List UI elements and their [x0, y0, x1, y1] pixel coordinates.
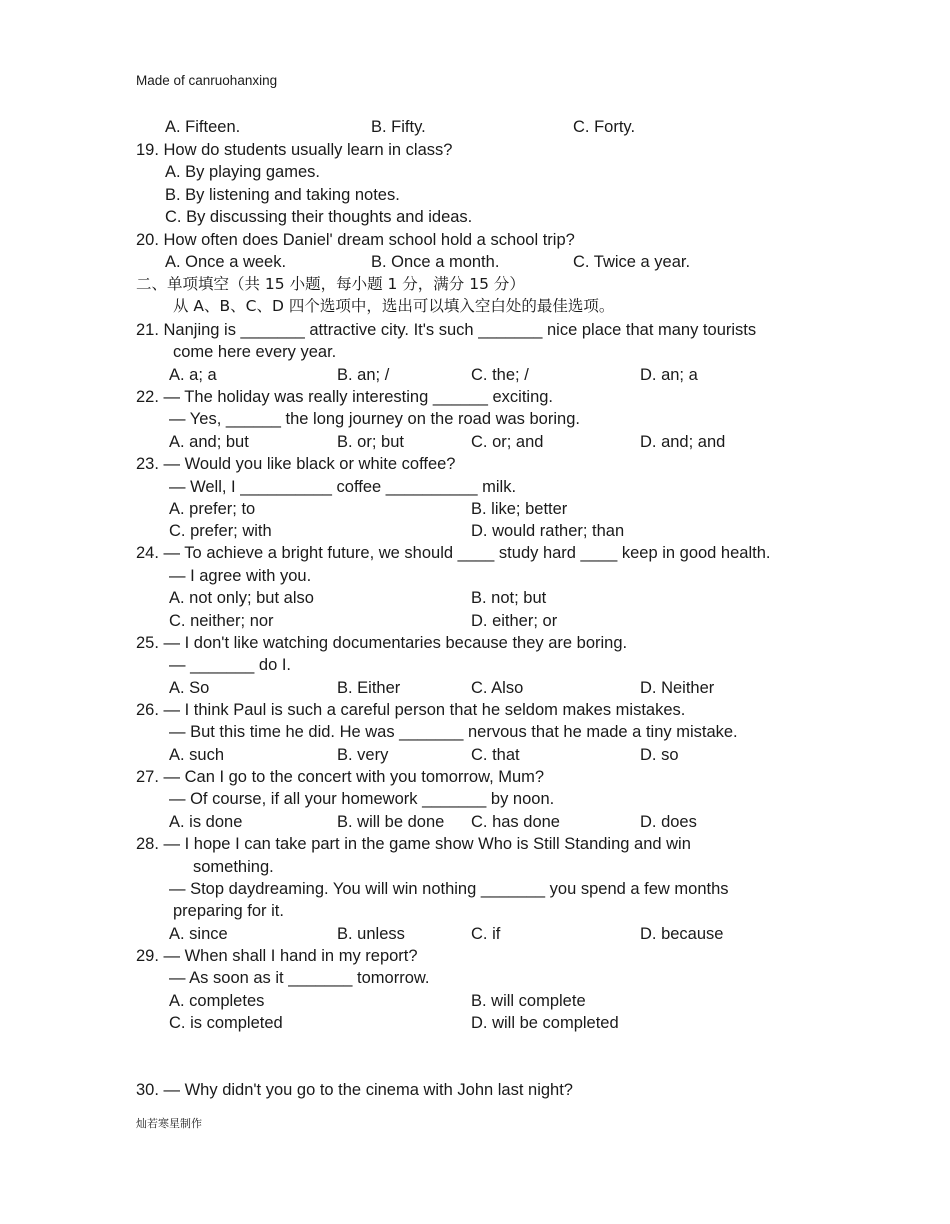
q26-option-c: C. that — [471, 746, 520, 764]
q23-line2: — Well, I __________ coffee __________ milk. — [169, 478, 517, 496]
q27-line1: 27. — Can I go to the concert with you tomorrow, Mum? — [136, 768, 545, 786]
q19-option-c: C. By discussing their thoughts and ideas. — [165, 208, 473, 226]
q29-option-d: D. will be completed — [471, 1014, 619, 1032]
q18-option-a: A. Fifteen. — [165, 118, 241, 136]
q21-option-b: B. an; / — [337, 366, 390, 384]
page-header: Made of canruohanxing — [136, 73, 278, 88]
q27-option-c: C. has done — [471, 813, 560, 831]
q22-line1: 22. — The holiday was really interesting ______ exciting. — [136, 388, 554, 406]
section-instruction: 从 A、B、C、D 四个选项中，选出可以填入空白处的最佳选项。 — [173, 297, 615, 315]
q24-option-c: C. neither; nor — [169, 612, 274, 630]
q27-option-d: D. does — [640, 813, 697, 831]
q28-line4: preparing for it. — [173, 902, 284, 920]
q26-option-a: A. such — [169, 746, 225, 764]
q29-line1: 29. — When shall I hand in my report? — [136, 947, 418, 965]
q29-line2: — As soon as it _______ tomorrow. — [169, 969, 430, 987]
q20-option-a: A. Once a week. — [165, 253, 287, 271]
q23-option-a: A. prefer; to — [169, 500, 256, 518]
q28-option-d: D. because — [640, 925, 724, 943]
q23-line1: 23. — Would you like black or white coffee? — [136, 455, 456, 473]
q27-option-b: B. will be done — [337, 813, 445, 831]
q22-option-a: A. and; but — [169, 433, 249, 451]
q18-option-b: B. Fifty. — [371, 118, 426, 136]
q25-option-b: B. Either — [337, 679, 401, 697]
section-title: 二、单项填空（共 15 小题，每小题 1 分，满分 15 分） — [136, 275, 525, 293]
q24-option-a: A. not only; but also — [169, 589, 314, 607]
q29-option-c: C. is completed — [169, 1014, 283, 1032]
q28-line1: 28. — I hope I can take part in the game show Who is Still Standing and win — [136, 835, 691, 853]
q26-option-b: B. very — [337, 746, 389, 764]
q24-option-b: B. not; but — [471, 589, 547, 607]
q19-stem: 19. How do students usually learn in class? — [136, 141, 453, 159]
q28-line2: something. — [193, 858, 274, 876]
q26-line1: 26. — I think Paul is such a careful person that he seldom makes mistakes. — [136, 701, 686, 719]
q21-line1: 21. Nanjing is _______ attractive city. It's such _______ nice place that many tourists — [136, 321, 757, 339]
q27-line2: — Of course, if all your homework _______ by noon. — [169, 790, 555, 808]
q25-option-a: A. So — [169, 679, 210, 697]
q28-option-b: B. unless — [337, 925, 405, 943]
q20-stem: 20. How often does Daniel' dream school hold a school trip? — [136, 231, 575, 249]
q22-option-c: C. or; and — [471, 433, 544, 451]
q23-option-d: D. would rather; than — [471, 522, 625, 540]
q21-option-a: A. a; a — [169, 366, 217, 384]
q22-line2: — Yes, ______ the long journey on the road was boring. — [169, 410, 580, 428]
q25-option-d: D. Neither — [640, 679, 715, 697]
page-footer: 灿若寒星制作 — [136, 1118, 202, 1130]
q19-option-a: A. By playing games. — [165, 163, 320, 181]
q22-option-b: B. or; but — [337, 433, 404, 451]
q27-option-a: A. is done — [169, 813, 243, 831]
q22-option-d: D. and; and — [640, 433, 726, 451]
q28-option-c: C. if — [471, 925, 501, 943]
q29-option-b: B. will complete — [471, 992, 586, 1010]
q28-line3: — Stop daydreaming. You will win nothing _______ you spend a few months — [169, 880, 729, 898]
q29-option-a: A. completes — [169, 992, 265, 1010]
q24-line1: 24. — To achieve a bright future, we should ____ study hard ____ keep in good health. — [136, 544, 771, 562]
q21-option-d: D. an; a — [640, 366, 698, 384]
q19-option-b: B. By listening and taking notes. — [165, 186, 400, 204]
q30-line1: 30. — Why didn't you go to the cinema with John last night? — [136, 1081, 573, 1099]
q23-option-c: C. prefer; with — [169, 522, 272, 540]
q24-line2: — I agree with you. — [169, 567, 312, 585]
q28-option-a: A. since — [169, 925, 228, 943]
q26-line2: — But this time he did. He was _______ nervous that he made a tiny mistake. — [169, 723, 738, 741]
q20-option-c: C. Twice a year. — [573, 253, 691, 271]
q18-option-c: C. Forty. — [573, 118, 636, 136]
q25-line1: 25. — I don't like watching documentaries because they are boring. — [136, 634, 628, 652]
q26-option-d: D. so — [640, 746, 679, 764]
q21-option-c: C. the; / — [471, 366, 529, 384]
q24-option-d: D. either; or — [471, 612, 558, 630]
q21-line2: come here every year. — [173, 343, 337, 361]
q25-line2: — _______ do I. — [169, 656, 292, 674]
q25-option-c: C. Also — [471, 679, 524, 697]
q23-option-b: B. like; better — [471, 500, 568, 518]
q20-option-b: B. Once a month. — [371, 253, 500, 271]
